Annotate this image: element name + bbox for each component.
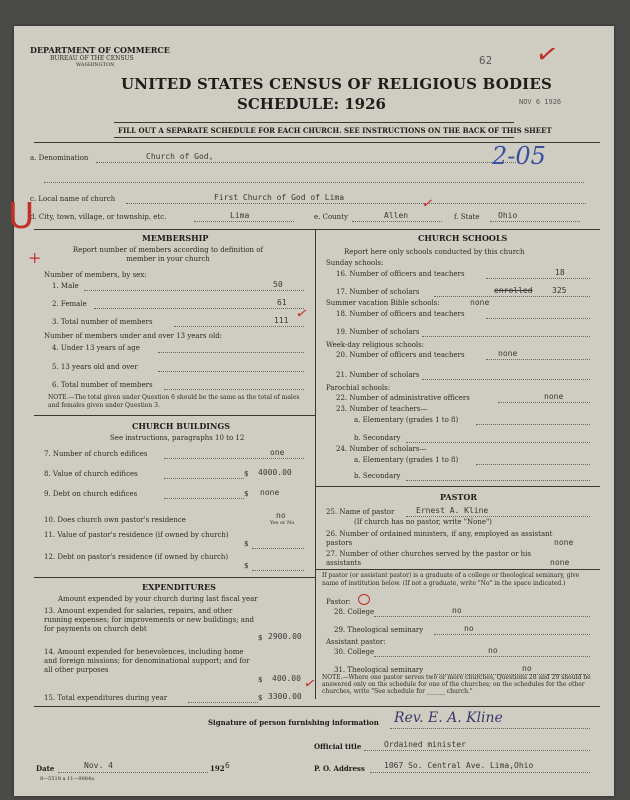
- sunday-label: Sunday schools:: [326, 259, 384, 267]
- female-count: 61: [277, 298, 287, 307]
- assistant-count: none: [554, 538, 574, 547]
- sunday-teachers: 18: [555, 268, 565, 277]
- year-prefix: 192: [210, 764, 225, 773]
- total-check-icon: ✓: [294, 304, 310, 324]
- q27-label: 27. Number of other churches served by the pastor or his assistants: [326, 550, 531, 567]
- parochial-officers: none: [544, 392, 564, 401]
- margin-plus-mark: +: [28, 248, 42, 267]
- schedule-number: 62: [479, 54, 493, 67]
- owns-residence: no: [276, 511, 286, 520]
- q17-label: 17. Number of scholars: [336, 288, 420, 296]
- members-by-sex-label: Number of members, by sex:: [44, 271, 147, 279]
- pastor-seminary: no: [464, 624, 474, 633]
- instruction-banner: FILL OUT A SEPARATE SCHEDULE FOR EACH CHURCH. SEE INSTRUCTIONS ON THE BACK OF THIS SHEET: [118, 126, 552, 135]
- q9-label: 9. Debt on church edifices: [44, 490, 138, 498]
- q23-label: 23. Number of teachers—: [336, 405, 428, 413]
- expenditures-intro: Amount expended by your church during last fiscal year: [58, 595, 258, 603]
- state-label: f. State: [454, 213, 480, 221]
- q13-label: 13. Amount expended for salaries, repairs, and other running expenses; for improvements or new buildings; and for payments on church debt: [44, 607, 254, 633]
- state-value: Ohio: [498, 211, 518, 220]
- summer-label: Summer vacation Bible schools:: [326, 299, 440, 307]
- date-value: Nov. 4: [84, 761, 113, 770]
- pastor-note: NOTE.—Where one pastor serves two or more churches, Questions 28 and 29 should be answered only on the schedule for one of the churches; on the schedules for the other churches, write "See schedule for ______ church.": [322, 674, 591, 695]
- q10-label: 10. Does church own pastor's residence: [44, 516, 186, 524]
- q4-label: 4. Under 13 years of age: [52, 344, 140, 352]
- q24b-label: b. Secondary: [354, 472, 401, 480]
- q5-label: 5. 13 years old and over: [52, 363, 138, 371]
- red-circle-mark: [358, 594, 370, 605]
- red-checkmark-icon: ✓: [533, 38, 561, 72]
- total-expenditures: 3300.00: [268, 692, 302, 701]
- census-schedule-sheet: DEPARTMENT OF COMMERCE BUREAU OF THE CENSUS WASHINGTON 62 ✓ UNITED STATES CENSUS OF RELIGIOUS BODIES SCHEDULE: 1926 NOV 6 1926 FILL OUT A SEPARATE SCHEDULE FOR EACH CHURCH. SEE INSTRUCTIONS ON THE BACK OF THIS SHEET a. Denomination Church of God, 2-05 c. Local name of church First Church of God of Lima d. City, town, village, or township, etc. Lima e. County Allen ✓ f. State Ohio U + MEMBERSHIP Report number of members according to definition of member in your church Number of members, by sex: 1. Male 50 2. Female 61 3. Total number of members 111 ✓ Number of members under and over 13 years old: 4. Under 13 years of age 5. 13 years old and over 6. Total number of members NOTE.—The total given under Question 6 should be the same as the total of males and females given under Question 3. CHURCH BUILDINGS See instructions, paragraphs 10 to 12 7. Number of church edifices one 8. Value of church edifices $ 4000.00 9. Debt on church edifices $ none 10. Does church own pastor's residence no Yes or No 11. Value of pastor's residence (if owned by church) $ 12. Debt on pastor's residence (if owned by church) $ EXPENDITURES Amount expended by your church during last fiscal year 13. Amount expended for salaries, repairs, and other running expenses; for improvements or new buildings; and for payments on church debt $ 2900.00 14. Amount expended for benevolences, including home and foreign missions; for denominational support; and for all other purposes $ 400.00 15. Total expenditures during year $ 3300.00 ✓ CHURCH SCHOOLS Report here only schools conducted by this church Sunday schools: 16. Number of officers and teachers 18 17. Number of scholars enrolled 325 Summer vacation Bible schools: none 18. Number of officers and teachers 19. Number of scholars Week-day religious schools: 20. Number of officers and teachers none 21. Number of scholars Parochial schools: 22. Number of administrative officers none 23. Number of teachers— a. Elementary (grades 1 to 8) b. Secondary 24. Number of scholars— a. Elementary (grades 1 to 8) b. Secondary PASTOR 25. Name of pastor Ernest A. Kline (If church has no pastor, write "None") 26. Number of ordained ministers, if any, employed as assistant pastors none 27. Number of other churches served by the pastor or his assistants none If pastor (or assistant pastor) is a graduate of a college or theological seminary, give name of institution below. (If not a graduate, write "No" in the space indicated.) Pastor: 28. College no 29. Theological seminary no Assistant pastor: 30. College no 31. Theological seminary no NOTE.—Where one pastor serves two or more churches, Questions 28 and 29 should be answered only on the schedule for one of the churches; on the schedules for the other churches, write "See schedule for ______ church." Signature of person furnishing information Rev. E. A. Kline Official title Ordained minister Date Nov. 4 192 6 P. O. Address 1067 So. Central Ave. Lima,Ohio 8—5518 a 11—9084a: [14, 26, 614, 796]
- q1-label: 1. Male: [52, 282, 79, 290]
- q14-label: 14. Amount expended for benevolences, including home and foreign missions; for denominational support; and for all other purposes: [44, 648, 250, 674]
- buildings-title: CHURCH BUILDINGS: [132, 421, 230, 431]
- membership-note: NOTE.—The total given under Question 6 should be the same as the total of males and females given under Question 3.: [48, 394, 300, 409]
- q30-label: 30. College: [334, 648, 375, 656]
- male-count: 50: [273, 280, 283, 289]
- edifice-value: 4000.00: [258, 468, 292, 477]
- q26-label: 26. Number of ordained ministers, if any, employed as assistant pastors: [326, 530, 553, 547]
- county-value: Allen: [384, 211, 409, 220]
- q23a-label: a. Elementary (grades 1 to 8): [354, 416, 459, 424]
- print-code: 8—5518 a 11—9084a: [40, 776, 95, 782]
- q21-label: 21. Number of scholars: [336, 371, 420, 379]
- summer-teachers: none: [470, 298, 490, 307]
- city-label: d. City, town, village, or township, etc.: [30, 213, 167, 221]
- city-name: WASHINGTON: [76, 62, 115, 68]
- q15-label: 15. Total expenditures during year: [44, 694, 168, 702]
- pastor-college: no: [452, 606, 462, 615]
- local-name-label: c. Local name of church: [30, 195, 116, 203]
- official-title-label: Official title: [314, 742, 362, 751]
- address-label: P. O. Address: [314, 764, 365, 773]
- pastor-title: PASTOR: [440, 492, 477, 502]
- q31-label: 31. Theological seminary: [334, 666, 424, 674]
- edifice-count: one: [270, 448, 285, 457]
- county-label: e. County: [314, 213, 348, 221]
- date-label: Date: [36, 764, 55, 773]
- signature: Rev. E. A. Kline: [394, 710, 503, 726]
- received-stamp: NOV 6 1926: [519, 98, 562, 106]
- buildings-intro: See instructions, paragraphs 10 to 12: [110, 434, 245, 442]
- q2-label: 2. Female: [52, 300, 87, 308]
- schedule-year: SCHEDULE: 1926: [237, 95, 386, 113]
- signature-label: Signature of person furnishing information: [208, 718, 379, 727]
- q11-label: 11. Value of pastor's residence (if owned by church): [44, 531, 229, 539]
- q16-label: 16. Number of officers and teachers: [336, 270, 465, 278]
- assistant-seminary: no: [522, 664, 532, 673]
- city-value: Lima: [230, 211, 250, 220]
- official-title-value: Ordained minister: [384, 740, 466, 749]
- weekday-label: Week-day religious schools:: [326, 341, 425, 349]
- year-digit: 6: [225, 761, 230, 770]
- department-name: DEPARTMENT OF COMMERCE: [30, 45, 170, 55]
- schools-title: CHURCH SCHOOLS: [418, 233, 508, 243]
- denomination-value: Church of God,: [146, 152, 214, 161]
- other-churches: none: [550, 558, 570, 567]
- total-expend-check-icon: ✓: [302, 674, 318, 694]
- q25-label: 25. Name of pastor: [326, 508, 395, 516]
- q6-label: 6. Total number of members: [52, 381, 153, 389]
- q29-label: 29. Theological seminary: [334, 626, 424, 634]
- yes-no-hint: Yes or No: [270, 520, 295, 526]
- parochial-label: Parochial schools:: [326, 384, 391, 392]
- weekday-teachers: none: [498, 349, 518, 358]
- q24a-label: a. Elementary (grades 1 to 8): [354, 456, 459, 464]
- pastor-name: Ernest A. Kline: [416, 506, 489, 515]
- denomination-label: a. Denomination: [30, 154, 89, 162]
- q20-label: 20. Number of officers and teachers: [336, 351, 465, 359]
- handwritten-code: 2-05: [492, 142, 546, 170]
- address-value: 1067 So. Central Ave. Lima,Ohio: [384, 761, 534, 770]
- sunday-scholars: 325: [552, 286, 567, 295]
- edifice-debt: none: [260, 488, 280, 497]
- assistant-sublabel: Assistant pastor:: [326, 638, 386, 646]
- q12-label: 12. Debt on pastor's residence (if owned by church): [44, 553, 229, 561]
- membership-title: MEMBERSHIP: [142, 233, 209, 243]
- q3-label: 3. Total number of members: [52, 318, 153, 326]
- q25-hint: (If church has no pastor, write "None"): [354, 518, 492, 526]
- q8-label: 8. Value of church edifices: [44, 470, 138, 478]
- graduate-instruction: If pastor (or assistant pastor) is a graduate of a college or theological seminary, give name of institution below. (If not a graduate, write "No" in the space indicated.): [322, 572, 580, 587]
- margin-u-mark: U: [8, 196, 35, 237]
- q22-label: 22. Number of administrative officers: [336, 394, 470, 402]
- q7-label: 7. Number of church edifices: [44, 450, 148, 458]
- q24-label: 24. Number of scholars—: [336, 445, 427, 453]
- q18-label: 18. Number of officers and teachers: [336, 310, 465, 318]
- pastor-sublabel: Pastor:: [326, 598, 351, 606]
- enrolled-struck: enrolled: [494, 286, 533, 295]
- form-title: UNITED STATES CENSUS OF RELIGIOUS BODIES: [121, 75, 553, 93]
- county-check-icon: ✓: [420, 195, 436, 213]
- bureau-name: BUREAU OF THE CENSUS: [50, 55, 134, 62]
- q28-label: 28. College: [334, 608, 375, 616]
- local-name-value: First Church of God of Lima: [214, 193, 345, 202]
- q19-label: 19. Number of scholars: [336, 328, 420, 336]
- assistant-college: no: [488, 646, 498, 655]
- q23b-label: b. Secondary: [354, 434, 401, 442]
- under-over-label: Number of members under and over 13 years old:: [44, 332, 223, 340]
- schools-intro: Report here only schools conducted by this church: [344, 248, 525, 256]
- expenditures-title: EXPENDITURES: [142, 582, 216, 592]
- benevolence-expenses: 400.00: [272, 674, 301, 683]
- running-expenses: 2900.00: [268, 632, 302, 641]
- total-members: 111: [274, 316, 289, 325]
- membership-intro: Report number of members according to definition of member in your church: [72, 246, 264, 263]
